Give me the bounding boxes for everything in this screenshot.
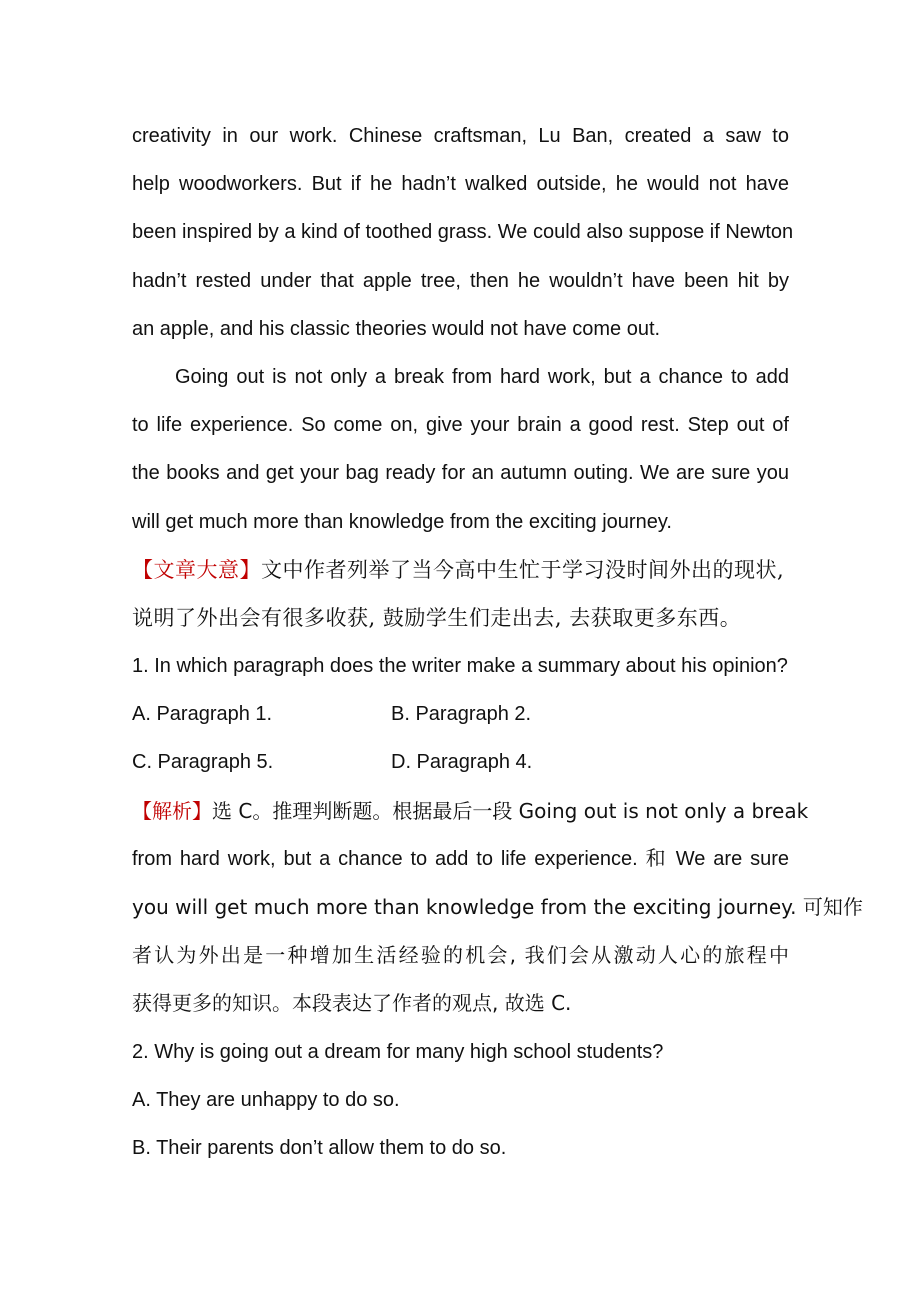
option-b: B. Paragraph 2.: [391, 703, 532, 726]
analysis-line: you will get much more than knowledge from the exciting journey. 可知作: [132, 895, 863, 919]
option-a: A. They are unhappy to do so.: [132, 1088, 400, 1111]
passage-line: Going out is not only a break from hard work, but a chance to add: [175, 365, 789, 388]
question-2-stem: 2. Why is going out a dream for many high school students?: [132, 1040, 664, 1063]
question-1-options-row: [132, 738, 789, 786]
question-1-options-row: [132, 690, 789, 738]
analysis-line: 者认为外出是一种增加生活经验的机会, 我们会从激动人心的旅程中: [132, 943, 789, 968]
option-b: B. Their parents don’t allow them to do so.: [132, 1136, 507, 1159]
passage-line: the books and get your bag ready for an autumn outing. We are sure you: [132, 462, 789, 485]
option-c: C. Paragraph 5.: [132, 751, 274, 774]
passage-line: to life experience. So come on, give your brain a good rest. Step out of: [132, 414, 789, 437]
passage-line: help woodworkers. But if he hadn’t walked outside, he would not have: [132, 173, 789, 196]
summary-text: 文中作者列举了当今高中生忙于学习没时间外出的现状,: [261, 557, 785, 582]
question-1-stem: 1. In which paragraph does the writer make a summary about his opinion?: [132, 655, 788, 678]
passage-line: hadn’t rested under that apple tree, then he wouldn’t have been hit by: [132, 269, 789, 292]
option-d: D. Paragraph 4.: [391, 751, 533, 774]
analysis-text: 选 C。推理判断题。根据最后一段 Going out is not only a break: [212, 798, 809, 823]
passage-line: creativity in our work. Chinese craftsman, Lu Ban, created a saw to: [132, 125, 789, 147]
passage-line: an apple, and his classic theories would not have come out.: [132, 317, 661, 340]
passage-line: will get much more than knowledge from the exciting journey.: [132, 510, 672, 533]
summary-label: 【文章大意】: [132, 557, 261, 582]
document-content: [132, 112, 863, 1172]
passage-line: been inspired by a kind of toothed grass. We could also suppose if Newton: [132, 221, 794, 244]
summary-line: [132, 546, 789, 594]
summary-line: 说明了外出会有很多收获, 鼓励学生们走出去, 去获取更多东西。: [132, 605, 742, 630]
option-a: A. Paragraph 1.: [132, 703, 273, 726]
analysis-line: 获得更多的知识。本段表达了作者的观点, 故选 C.: [132, 991, 572, 1016]
analysis-line: [132, 787, 809, 835]
analysis-label: 【解析】: [132, 798, 212, 823]
analysis-line: from hard work, but a chance to add to life experience. 和 We are sure: [132, 847, 789, 870]
